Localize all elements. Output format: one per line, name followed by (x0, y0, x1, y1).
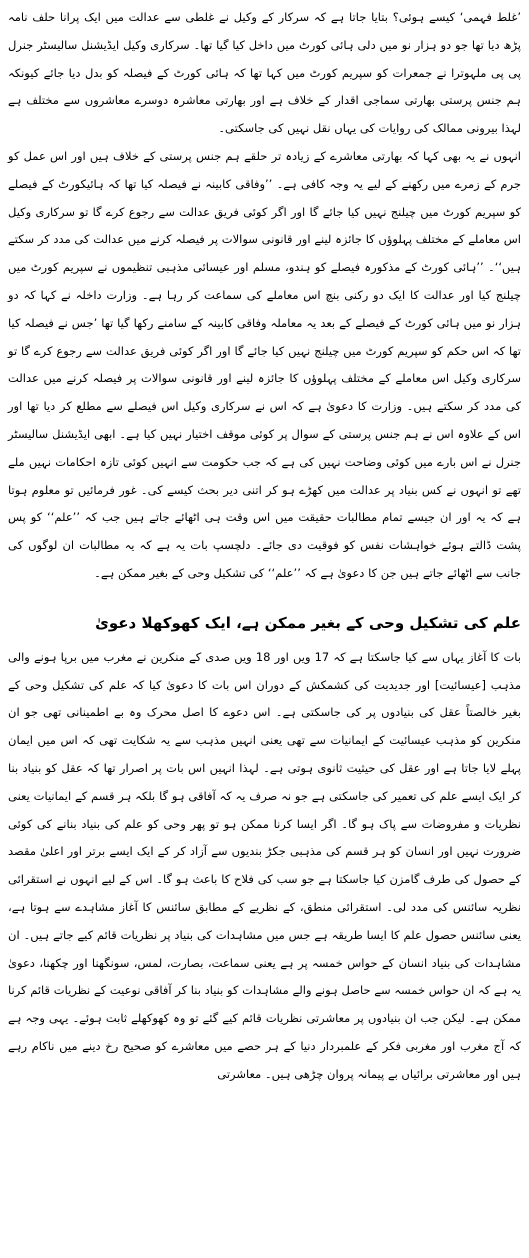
section-paragraph-1: بات کا آغاز یہاں سے کیا جاسکتا ہے کہ 17 ویں اور 18 ویں صدی کے منکرین نے مغرب میں برپا ہونے والی مذہب [عیسائیت] اور جدیدیت کی کشمکش کے دوران اس بات کا دعویٰ کیا کہ علم کی تشکیل وحی کے بغیر خالصتاً عقل کی بنیادوں پر کی جاسکتی ہے۔ اس دعوے کا اصل محرک وہ بے اطمینانی تھی جو ان منکرین کو مذہب عیسائیت کے ایمانیات سے تھی یعنی انہیں مذہب سے یہ شکایت تھی کہ اس میں ایمان پہلے لایا جاتا ہے اور عقل کی حیثیت ثانوی ہوتی ہے۔ لہذا انہیں اس بات پر اصرار تھا کہ عقل کو بنیاد بنا کر ایک ایسے علم کی تعمیر کی جاسکتی ہے جو نہ صرف یہ کہ آفاقی ہو گا بلکہ ہر قسم کے ایمانیات یعنی نظریات و مفروضات سے پاک ہو گا۔ اگر ایسا کرنا ممکن ہو تو پھر وحی کو علم کی بنیاد بنانے کی کوئی ضرورت نہیں اور انسان کو ہر قسم کی مذہبی جکڑ بندیوں سے آزاد کر کے ایک ایسے برتر اور اعلیٰ مقصد کے حصول کی طرف گامزن کیا جاسکتا ہے جو سب کی فلاح کا باعث ہو گا۔ اس کے لیے انہوں نے استقرائی نظریہ سائنس کی مدد لی۔ استقرائی منطق، کے نظریے کے مطابق سائنس کا آغاز مشاہدے سے ہوتا ہے، یعنی سائنس حصول علم کا ایسا طریقہ ہے جس میں مشاہدات کی بنیاد پر نظریات قائم کیے جاتے ہیں۔ ان مشاہدات کی بنیاد انسان کے حواس خمسہ پر ہے یعنی سماعت، بصارت، لمس، سونگھنا اور چکھنا، دعویٰ یہ ہے کہ ان حواس خمسہ سے حاصل ہونے والے مشاہدات کو بنیاد بنا کر آفاقی نوعیت کے نظریات قائم کرنا ممکن ہے۔ لیکن جب ان بنیادوں پر معاشرتی نظریات قائم کیے گئے تو وہ کھوکھلے ثابت ہوئے۔ یہی وجہ ہے کہ آج مغرب اور مغربی فکر کے علمبردار دنیا کے ہر حصے میں معاشرے کو صحیح رخ دینے میں ناکام رہے ہیں اور معاشرتی برائیاں بے پیمانہ پروان چڑھی ہیں۔ معاشرتی (8, 649, 521, 1081)
section-heading: علم کی تشکیل وحی کے بغیر ممکن ہے، ایک کھوکھلا دعویٰ (95, 613, 521, 632)
article-paragraph-1: ’غلط فہمی‘ کیسے ہوئی؟ بتایا جاتا ہے کہ سرکار کے وکیل نے غلطی سے عدالت میں ایک پرانا حلف نامہ پڑھ دیا تھا جو دو ہزار نو میں دلی ہائی کورٹ میں داخل کیا گیا تھا۔ سرکاری وکیل ایڈیشنل سالیسٹر جنرل پی پی ملہوترا نے جمعرات کو سپریم کورٹ میں کہا تھا کہ ہائی کورٹ کے فیصلہ کو بدل دیا جائے کیونکہ ہم جنس پرستی بھارتی سماجی اقدار کے خلاف ہے اور بھارتی معاشرہ دوسرے معاشروں سے مختلف ہے لہذا بیرونی ممالک کی روایات کی یہاں نقل نہیں کی جاسکتی۔ (8, 10, 521, 136)
article-paragraph-2: انہوں نے یہ بھی کہا کہ بھارتی معاشرے کے زیادہ تر حلقے ہم جنس پرستی کے خلاف ہیں اور اس عمل کو جرم کے زمرے میں رکھنے کے لیے یہ وجہ کافی ہے۔ ’’وفاقی کابینہ نے فیصلہ کیا تھا کہ ہائیکورٹ کے فیصلے کو سپریم کورٹ میں چیلنج نہیں کیا جائے گا اور اگر کوئی فریق عدالت سے رجوع کرے گا تو سرکاری وکیل اس معاملے کے مختلف پہلوؤں کا جائزہ لینے اور قانونی سوالات پر فیصلہ کرنے میں عدالت کی مدد کر سکتے ہیں‘‘۔ ’’ہائی کورٹ کے مذکورہ فیصلے کو ہندو، مسلم اور عیسائی مذہبی تنظیموں نے سپریم کورٹ میں چیلنج کیا اور عدالت کا ایک دو رکنی بنچ اس معاملے کی سماعت کر رہا ہے۔ وزارت داخلہ نے کہا کہ دو ہزار نو میں ہائی کورٹ کے فیصلے کے بعد یہ معاملہ وفاقی کابینہ کے سامنے رکھا گیا تھا ’جس نے فیصلہ کیا تھا کہ اس حکم کو سپریم کورٹ میں چیلنج نہیں کیا جائے گا اور اگر کوئی فریق عدالت سے رجوع کرے گا تو سرکاری وکیل اس معاملے کے مختلف پہلوؤں کا جائزہ لینے اور قانونی سوالات پر فیصلہ کرنے میں عدالت کی مدد کر سکتے ہیں۔ وزارت کا دعویٰ ہے کہ اس نے سرکاری وکیل اس فیصلے سے مطلع کر دیا تھا اور اس کے علاوہ اس نے ہم جنس پرستی کے سوال پر کوئی موقف اختیار نہیں کیا ہے۔ ابھی ایڈیشنل سالیسٹر جنرل نے اس بارے میں کوئی وضاحت نہیں کی ہے کہ جب حکومت سے انہیں کوئی تازہ احکامات نہیں ملے تھے تو انہوں نے کس بنیاد پر عدالت میں کھڑے ہو کر اتنی دیر بحث کیسے کی۔ غور فرمائیں تو معلوم ہوتا ہے کہ یہ اور ان جیسے تمام مطالبات حقیقت میں اس وقت ہی اٹھائے جاتے ہیں جب کہ ’’علم‘‘ کو پس پشت ڈالتے ہوئے خواہشات نفس کو فوقیت دی جائے۔ دلچسپ بات یہ ہے کہ یہ مطالبات ان لوگوں کی جانب سے اٹھائے جاتے ہیں جن کا دعویٰ ہے کہ ’’علم‘‘ کی تشکیل وحی کے بغیر ممکن ہے۔ (8, 148, 521, 580)
